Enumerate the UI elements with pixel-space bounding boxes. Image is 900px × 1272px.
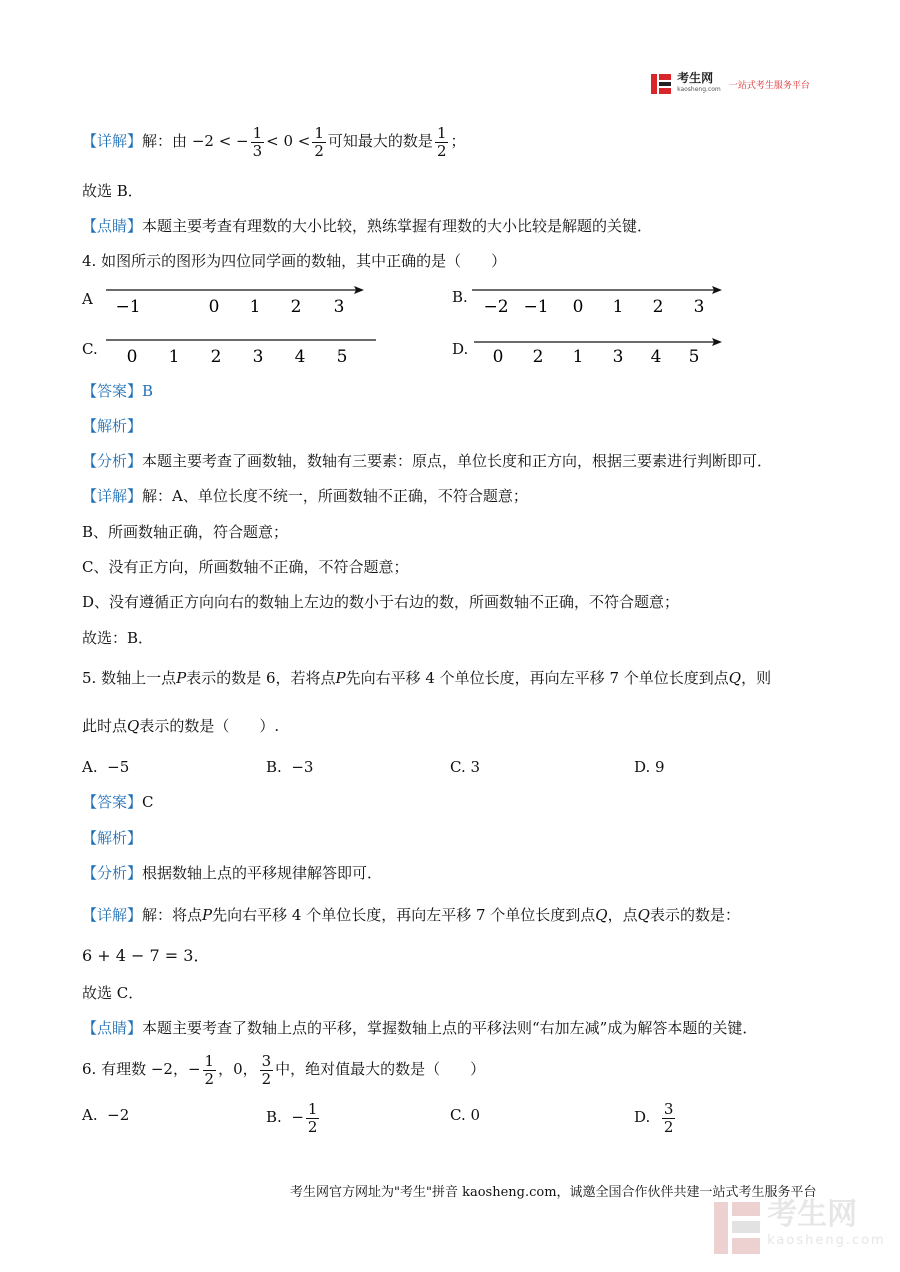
tick-label: 2 <box>290 297 302 317</box>
q5-fenxi: 【分析】根据数轴上点的平移规律解答即可． <box>82 864 383 882</box>
tick-label: 3 <box>693 297 705 317</box>
q4-detail-b: B、所画数轴正确，符合题意； <box>82 523 289 541</box>
tick-label: 1 <box>249 297 261 317</box>
q3-detail: 【详解】解：由 −2 < − $\frac{1}{3}$ < 0 < $\frac{1}{2}$ 可知最大的数是 $\frac{1}{2}$ ； <box>82 123 466 160</box>
q3-comment: 【点睛】本题主要考查有理数的大小比较，熟练掌握有理数的大小比较是解题的关键． <box>82 217 653 235</box>
tick-label: 0 <box>126 347 138 367</box>
q5-analysis-tag: 【解析】 <box>82 829 143 847</box>
q6-stem: 6. 有理数 −2，− $\frac{1}{2}$ ，0， $\frac{3}{2}$ 中，绝对值最大的数是（ ） <box>82 1051 486 1088</box>
q5-option-d: D. 9 <box>634 758 665 776</box>
q5-answer: 【答案】C <box>82 793 154 811</box>
tick-label: 4 <box>294 347 306 367</box>
logo-icon <box>650 73 672 95</box>
q4-detail-d: D、没有遵循正方向向右的数轴上左边的数小于右边的数，所画数轴不正确，不符合题意； <box>82 593 680 611</box>
footer-text: 考生网官方网址为"考生"拼音 kaosheng.com，诚邀全国合作伙伴共建一站式考生服务平台 <box>290 1185 817 1200</box>
q4-analysis-tag: 【解析】 <box>82 417 143 435</box>
q4-stem: 4. 如图所示的图形为四位同学画的数轴，其中正确的是（ ） <box>82 252 507 270</box>
q6-option-c: C. 0 <box>450 1106 481 1124</box>
logo-sub: kaosheng.com <box>677 86 721 93</box>
watermark-text: 考生网 <box>767 1197 858 1232</box>
tick-label: 1 <box>612 297 624 317</box>
header-slogan: 一站式考生服务平台 <box>728 80 810 91</box>
tick-label: 5 <box>336 347 348 367</box>
q4-answer: 【答案】B <box>82 382 154 400</box>
q5-choice: 故选 C． <box>82 984 144 1002</box>
q5-stem: 5. 数轴上一点P表示的数是 6，若将点P先向右平移 4 个单位长度，再向左平移 7 个单位长度到点Q，则 <box>82 669 772 687</box>
q4-fenxi: 【分析】本题主要考查了画数轴，数轴有三要素：原点，单位长度和正方向，根据三要素进行判断即可． <box>82 452 773 470</box>
tick-label: −1 <box>115 297 141 317</box>
q4-detail-c: C、没有正方向，所画数轴不正确，不符合题意； <box>82 558 409 576</box>
number-line-c <box>82 330 382 370</box>
fraction: $\frac{3}{2}$ <box>261 1051 272 1088</box>
option-label: D. <box>452 340 469 358</box>
watermark-logo-icon <box>712 1200 762 1256</box>
tick-label: 3 <box>333 297 345 317</box>
tick-label: 2 <box>532 347 544 367</box>
tick-label: 2 <box>652 297 664 317</box>
fraction: $\frac{1}{2}$ <box>436 123 447 160</box>
option-label: A <box>82 290 93 308</box>
tick-label: 3 <box>612 347 624 367</box>
q5-calc: 6 + 4 − 7 = 3． <box>82 946 210 965</box>
header-logo <box>650 73 810 95</box>
tick-label: 3 <box>252 347 264 367</box>
watermark <box>712 1197 886 1256</box>
q5-option-b: B. −3 <box>266 758 314 776</box>
option-label: C. <box>82 340 98 358</box>
watermark-sub: kaosheng.com <box>767 1233 886 1248</box>
tick-label: 1 <box>572 347 584 367</box>
tick-label: 2 <box>210 347 222 367</box>
number-line-a <box>82 280 382 320</box>
fraction: $\frac{1}{2}$ <box>314 123 324 160</box>
logo-text: 考生网 <box>677 71 714 85</box>
tick-label: 0 <box>208 297 220 317</box>
tick-label: 0 <box>492 347 504 367</box>
detail-tag: 【详解】 <box>82 132 143 150</box>
q5-stem-2: 此时点Q表示的数是（ ）. <box>82 717 280 735</box>
q6-option-b: B. − $\frac{1}{2}$ <box>266 1099 318 1136</box>
q6-option-a: A. −2 <box>82 1106 130 1124</box>
q4-choice: 故选：B． <box>82 629 154 647</box>
number-line-b <box>452 280 742 320</box>
tick-label: −2 <box>483 297 509 317</box>
q4-detail: 【详解】解：A、单位长度不统一，所画数轴不正确，不符合题意； <box>82 487 528 505</box>
q5-option-c: C. 3 <box>450 758 481 776</box>
q5-option-a: A. −5 <box>82 758 130 776</box>
number-line-d <box>452 330 742 370</box>
q3-choice: 故选 B． <box>82 182 143 200</box>
tick-label: 4 <box>650 347 662 367</box>
fraction: $\frac{1}{3}$ <box>252 123 263 160</box>
fraction: $\frac{1}{2}$ <box>204 1051 215 1088</box>
q5-comment: 【点睛】本题主要考查了数轴上点的平移，掌握数轴上点的平移法则“右加左减”成为解答本题的关键． <box>82 1019 758 1037</box>
tick-label: 5 <box>688 347 700 367</box>
q5-detail: 【详解】解：将点P先向右平移 4 个单位长度，再向左平移 7 个单位长度到点Q，点Q表示的数是： <box>82 906 740 924</box>
fraction: $\frac{3}{2}$ <box>663 1099 674 1136</box>
fraction: $\frac{1}{2}$ <box>307 1099 318 1136</box>
q6-option-d: D. $\frac{3}{2}$ <box>634 1099 674 1136</box>
tick-label: 0 <box>572 297 584 317</box>
option-label: B. <box>452 288 468 306</box>
tick-label: 1 <box>168 347 180 367</box>
tick-label: −1 <box>523 297 549 317</box>
